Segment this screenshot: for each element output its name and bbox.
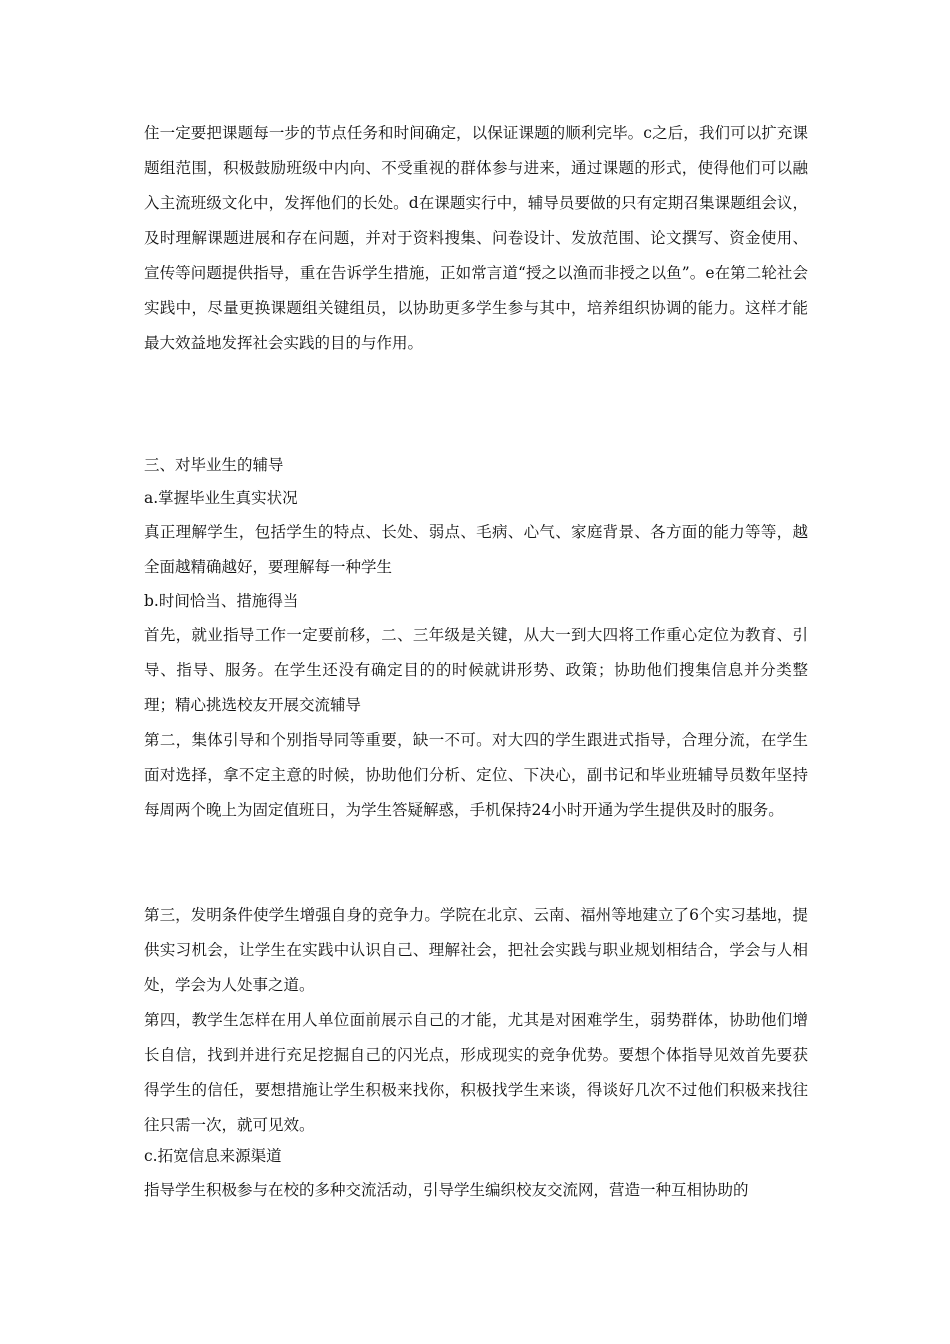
paragraph-a-body: 真正理解学生，包括学生的特点、长处、弱点、毛病、心气、家庭背景、各方面的能力等等，越全面越精确越好，要理解每一种学生	[144, 523, 808, 576]
subheading-c: c.拓宽信息来源渠道	[144, 1147, 282, 1165]
paragraph-project-guidance: 住一定要把课题每一步的节点任务和时间确定，以保证课题的顺利完毕。c之后，我们可以扩充课题组范围，积极鼓励班级中内向、不受重视的群体参与进来，通过课题的形式，使得他们可以融入主流班级文化中，发挥他们的长处。d在课题实行中，辅导员要做的只有定期召集课题组会议，及时理解课题进展和存在问题，并对于资料搜集、问卷设计、发放范围、论文撰写、资金使用、宣传等问题提供指导，重在告诉学生措施，正如常言道“授之以渔而非授之以鱼”。e在第二轮社会实践中，尽量更换课题组关键组员，以协助更多学生参与其中，培养组织协调的能力。这样才能最大效益地发挥社会实践的目的与作用。	[144, 124, 808, 352]
section-heading-graduates: 三、对毕业生的辅导	[144, 456, 284, 474]
subheading-b: b.时间恰当、措施得当	[144, 592, 299, 610]
paragraph-b-second: 第二，集体引导和个别指导同等重要，缺一不可。对大四的学生跟进式指导，合理分流，在学生面对选择，拿不定主意的时候，协助他们分析、定位、下决心，副书记和毕业班辅导员数年坚持每周两个晚上为固定值班日，为学生答疑解惑，手机保持24小时开通为学生提供及时的服务。	[144, 731, 808, 819]
paragraph-b-first: 首先，就业指导工作一定要前移，二、三年级是关键，从大一到大四将工作重心定位为教育、引导、指导、服务。在学生还没有确定目的的时候就讲形势、政策；协助他们搜集信息并分类整理；精心挑选校友开展交流辅导	[144, 626, 808, 714]
subheading-a: a.掌握毕业生真实状况	[144, 489, 298, 507]
paragraph-b-fourth: 第四，教学生怎样在用人单位面前展示自己的才能，尤其是对困难学生，弱势群体，协助他们增长自信，找到并进行充足挖掘自己的闪光点，形成现实的竞争优势。要想个体指导见效首先要获得学生的信任，要想措施让学生积极来找你，积极找学生来谈，得谈好几次不过他们积极来找往往只需一次，就可见效。	[144, 1011, 808, 1134]
paragraph-c-body: 指导学生积极参与在校的多种交流活动，引导学生编织校友交流网，营造一种互相协助的	[144, 1181, 749, 1199]
paragraph-b-third: 第三，发明条件使学生增强自身的竞争力。学院在北京、云南、福州等地建立了6个实习基地，提供实习机会，让学生在实践中认识自己、理解社会，把社会实践与职业规划相结合，学会与人相处，学会为人处事之道。	[144, 906, 808, 994]
